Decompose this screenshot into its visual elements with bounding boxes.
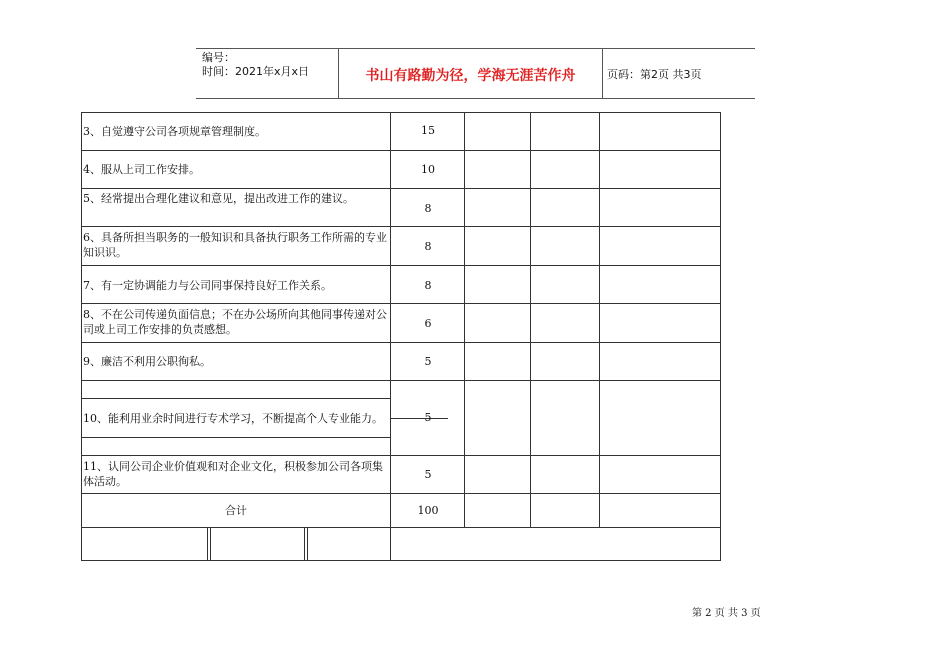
eval-cell [599, 455, 721, 494]
score-value: 8 [424, 279, 432, 292]
criterion-text: 7、有一定协调能力与公司同事保持良好工作关系。 [83, 279, 332, 292]
criterion-text: 3、自觉遵守公司各项规章管理制度。 [83, 125, 266, 138]
score-value: 8 [424, 240, 432, 253]
eval-cell [530, 265, 600, 304]
total-label: 合计 [225, 504, 247, 517]
score-value: 5 [424, 468, 432, 481]
score-value: 15 [421, 124, 435, 137]
eval-cell [530, 112, 600, 151]
criterion-text: 11、认同公司企业价值观和对企业文化，积极参加公司各项集体活动。 [83, 460, 383, 488]
score-value: 6 [424, 317, 432, 330]
header-divider [602, 49, 603, 98]
eval-cell [464, 303, 531, 343]
eval-cell [530, 380, 600, 456]
signature-cell [210, 527, 305, 561]
signature-cell [307, 527, 391, 561]
serial-label: 编号： [202, 51, 235, 64]
page-footer: 第 2 页 共 3 页 [692, 608, 761, 619]
eval-cell [464, 226, 531, 266]
score-value: 8 [424, 202, 432, 215]
eval-cell [464, 265, 531, 304]
score-value: 5 [424, 355, 432, 368]
eval-cell [464, 342, 531, 381]
eval-cell [464, 112, 531, 151]
eval-cell [530, 150, 600, 189]
eval-cell [530, 455, 600, 494]
total-score: 100 [417, 504, 439, 517]
eval-cell [599, 188, 721, 227]
eval-cell [599, 493, 721, 528]
eval-cell [530, 493, 600, 528]
criterion-text: 4、服从上司工作安排。 [83, 163, 200, 176]
header-motto: 书山有路勤为径，学海无涯苦作舟 [365, 68, 576, 84]
page-header [196, 48, 755, 99]
eval-cell [464, 150, 531, 189]
signature-cell [81, 527, 208, 561]
eval-cell [530, 303, 600, 343]
eval-cell [599, 226, 721, 266]
eval-cell [464, 380, 531, 456]
eval-cell [599, 380, 721, 456]
eval-cell [530, 188, 600, 227]
score-value: 10 [421, 163, 435, 176]
page-number-label: 页码：第2页 共3页 [607, 68, 702, 81]
eval-cell [464, 455, 531, 494]
eval-cell [599, 265, 721, 304]
signature-cell [390, 527, 721, 561]
eval-cell [599, 342, 721, 381]
eval-cell [599, 150, 721, 189]
eval-cell [464, 188, 531, 227]
eval-cell [530, 226, 600, 266]
criterion-text: 5、经常提出合理化建议和意见，提出改进工作的建议。 [83, 192, 354, 205]
time-label: 时间：2021年x月x日 [202, 65, 310, 78]
eval-cell [464, 493, 531, 528]
score-value: 5 [424, 411, 432, 424]
eval-cell [599, 112, 721, 151]
criterion-text: 10、能利用业余时间进行专术学习，不断提高个人专业能力。 [83, 412, 383, 425]
criterion-text: 9、廉洁不利用公职徇私。 [83, 355, 211, 368]
eval-cell [599, 303, 721, 343]
criterion-text: 8、不在公司传递负面信息；不在办公场所向其他同事传递对公司或上司工作安排的负责感想。 [83, 308, 387, 336]
header-left [202, 51, 309, 79]
eval-cell [530, 342, 600, 381]
criterion-text: 6、具备所担当职务的一般知识和具备执行职务工作所需的专业知识识。 [83, 231, 387, 259]
